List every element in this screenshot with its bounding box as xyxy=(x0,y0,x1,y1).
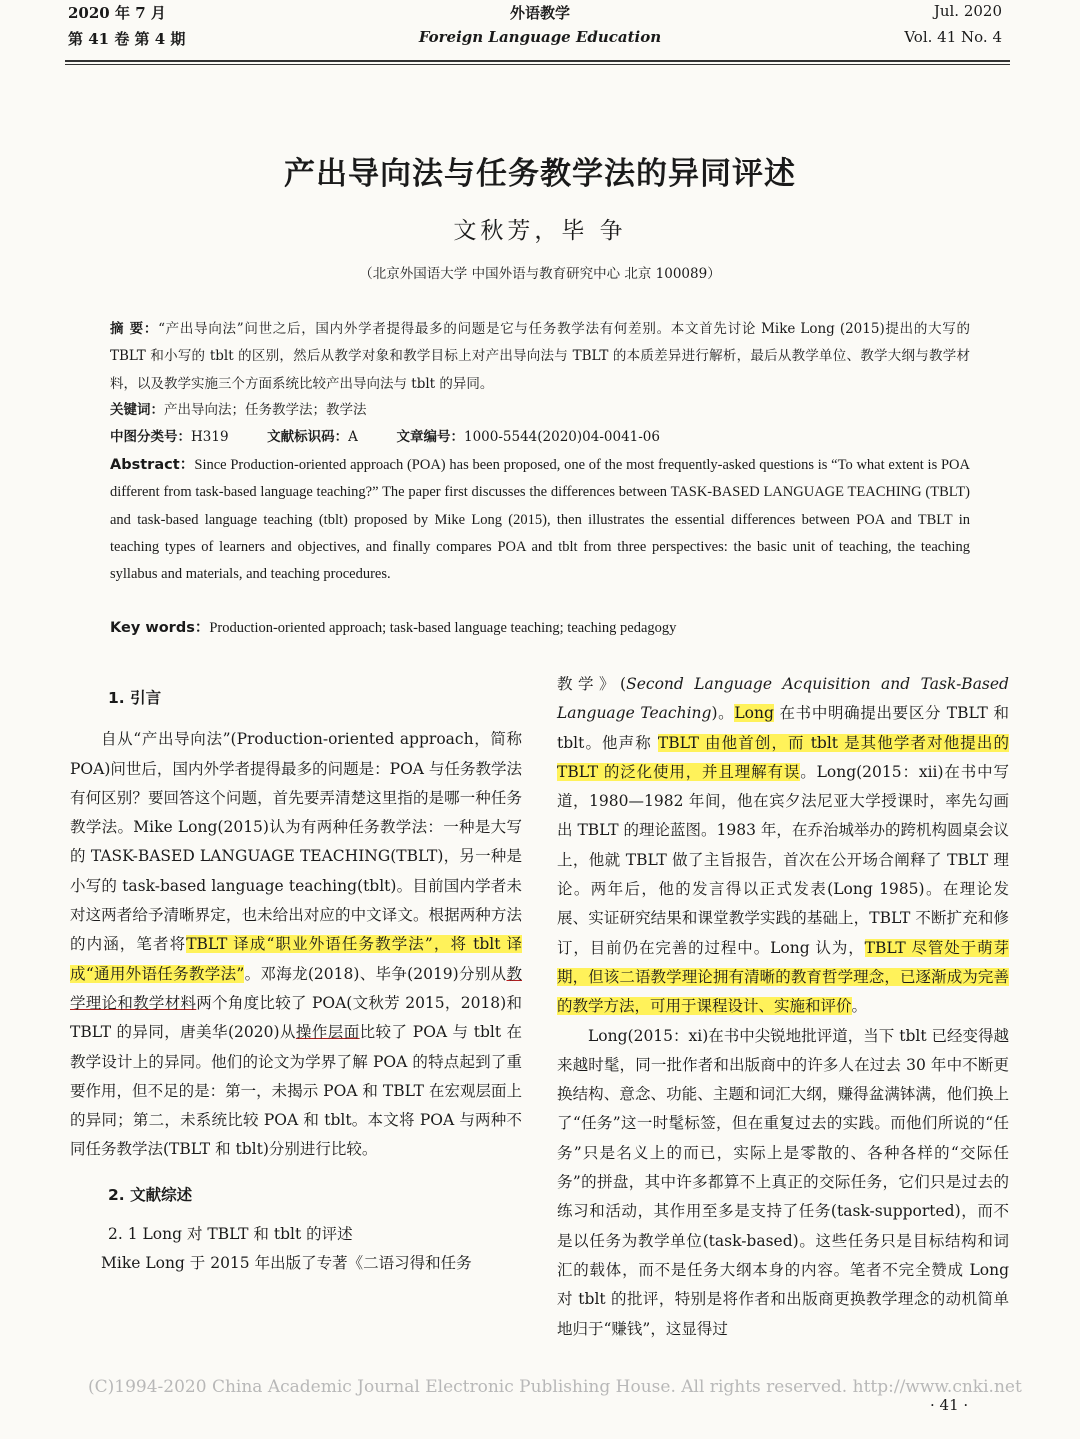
article-number-label: 文章编号： xyxy=(396,429,464,445)
body-text: 教学》( xyxy=(557,675,627,693)
affiliation: （北京外国语大学 中国外语与教育研究中心 北京 100089） xyxy=(359,266,721,282)
header-date-cn: 2020 年 7 月 xyxy=(68,4,166,22)
abstract-cn-text: “产出导向法”问世之后，国内外学者提得最多的问题是它与任务教学法有何差别。本文首先讨论 Mike Long (2015)提出的大写的 TBLT 和小写的 tblt 的区别，然后从教学对象和教学目标上对产出导向法与 TBLT 的本质差异进行解析，最后从教学单位、教学大纲与教学材料，以及教学实施三个方面系统比较产出导向法与 tblt 的异同。 xyxy=(110,321,970,392)
keywords-en xyxy=(110,615,970,642)
classification-line xyxy=(110,424,970,451)
critique-paragraph: Long(2015：xi)在书中尖锐地批评道，当下 tblt 已经变得越来越时髦，同一批作者和出版商中的许多人在过去 30 年中不断更换结构、意念、功能、主题和词汇大纲，赚得盆满钵满，他们换上了“任务”这一时髦标签，但在重复过去的实践。而他们所说的“任务”只是名义上的而已，实际上是零散的、各种各样的“交际任务”的拼盘，其中许多都算不上真正的交际任务，它们只是过去的练习和活动，其作用至多是支持了任务(task-supported)，而不是以任务为教学单位(task-based)。这些任务只是目标结构和词汇的载体，而不是任务大纲本身的内容。笔者不完全赞成 Long 对 tblt 的批评，特别是将作者和出版商更换教学理念的动机简单地归于“赚钱”，这显得过 xyxy=(557,1026,1009,1338)
keywords-en-text: Production-oriented approach; task-based language teaching; teaching pedagogy xyxy=(209,620,677,636)
intro-text: 。邓海龙(2018)、毕争(2019)分别从 xyxy=(244,964,507,983)
abstract-en-text: Since Production-oriented approach (POA) has been proposed, one of the most frequently-asked questions is “To what extent is POA different from task-based language teaching?” The paper first discusses the differences between TASK-BASED LANGUAGE TEACHING (TBLT) and task-based language teaching (tblt) proposed by Mike Long (2015), then illustrates the essential differences between POA and TBLT in teaching types of learners and objectives, and finally compares POA and tblt from three perspectives: the basic unit of teaching, the teaching syllabus and materials, and teaching procedures. xyxy=(110,457,970,583)
intro-text: 比较了 POA 与 tblt 在教学设计上的异同。他们的论文为学界了解 POA 的特点起到了重要作用，但不足的是：第一，未揭示 POA 和 TBLT 在宏观层面上的异同；第二，未系统比较 POA 和 tblt。本文将 POA 与两种不同任务教学法(TBLT 和 tblt)分别进行比较。 xyxy=(70,1023,522,1159)
intro-text: 自从“产出导向法”(Production-oriented approach，简称 POA)问世后，国内外学者提得最多的问题是：POA 与任务教学法有何区别？要回答这个问题，首先要弄清楚这里指的是哪一种任务教学法。Mike Long(2015)认为有两种任务教学法：一种是大写的 TASK-BASED LANGUAGE TEACHING(TBLT)，另一种是小写的 task-based language teaching(tblt)。目前国内学者未对这两者给予清晰界定，也未给出对应的中文译文。根据两种方法的内涵，笔者将 xyxy=(70,730,522,954)
keywords-cn-text: 产出导向法；任务教学法；教学法 xyxy=(164,402,367,418)
highlight-tblt-summary: TBLT 尽管处于萌芽期，但该二语教学理论拥有清晰的教育哲学理念，已逐渐成为完善的教学方法，可用于课程设计、实施和评价 xyxy=(557,938,1009,1016)
underline-teaching-theory: 教学理论和教学材料 xyxy=(70,964,522,1012)
left-column xyxy=(70,684,522,1279)
long-paragraph xyxy=(557,670,1009,1022)
body-text: 在书中明确提出要区分 TBLT 和 tblt。他声称 xyxy=(557,704,1009,752)
header-rule xyxy=(65,60,1010,62)
underline-operation-level: 操作层面 xyxy=(295,1023,360,1042)
header-volume-en: Vol. 41 No. 4 xyxy=(904,28,1002,46)
authors: 文秋芳，毕 争 xyxy=(453,218,627,244)
paper-title: 产出导向法与任务教学法的异同评述 xyxy=(284,156,796,192)
keywords-cn xyxy=(110,397,970,424)
page-number: · 41 · xyxy=(930,1396,969,1414)
lit-review-paragraph: Mike Long 于 2015 年出版了专著《二语习得和任务 xyxy=(101,1254,472,1273)
abstract-cn-label: 摘 要： xyxy=(110,321,159,337)
book-title-en: Second Language Acquisition and Task-Based Language Teaching xyxy=(557,675,1009,723)
header-journal-en: Foreign Language Education xyxy=(418,28,662,46)
doc-code-value: A xyxy=(348,429,358,445)
header-volume-cn: 第 41 卷 第 4 期 xyxy=(68,30,186,48)
header-rule-thin xyxy=(65,64,1010,65)
section-2-heading: 2. 文献综述 xyxy=(108,1185,193,1204)
body-text: 。 xyxy=(851,997,868,1016)
keywords-cn-label: 关键词： xyxy=(110,402,164,418)
abstract-en xyxy=(110,452,970,588)
highlight-tblt-claim: TBLT 由他首创，而 tblt 是其他学者对他提出的 TBLT 的泛化使用，并且理解有误 xyxy=(557,733,1010,781)
highlight-translation: TBLT 译成“职业外语任务教学法”，将 tblt 译成“通用外语任务教学法” xyxy=(70,935,522,983)
copyright-watermark: (C)1994-2020 China Academic Journal Electronic Publishing House. All rights reserved. http://www.cnki.net xyxy=(88,1377,1022,1397)
subsection-2-1-heading: 2. 1 Long 对 TBLT 和 tblt 的评述 xyxy=(108,1225,353,1244)
clc-label: 中图分类号： xyxy=(110,429,191,445)
highlight-long: Long xyxy=(734,704,774,723)
body-text: 。Long(2015：xii)在书中写道，1980—1982 年间，他在宾夕法尼亚大学授课时，率先勾画出 TBLT 的理论蓝图。1983 年，在乔治城举办的跨机构圆桌会议上，他就 TBLT 做了主旨报告，首次在公开场合阐释了 TBLT 理论。两年后，他的发言得以正式发表(Long 1985)。在理论发展、实证研究结果和课堂教学实践的基础上，TBLT 不断扩充和修订，目前仍在完善的过程中。Long 认为， xyxy=(557,762,1009,957)
section-1-heading: 1. 引言 xyxy=(108,689,162,707)
intro-text: 两个角度比较了 POA(文秋芳 2015，2018)和 TBLT 的异同，唐美华(2020)从 xyxy=(70,993,522,1042)
abstract-en-label: Abstract： xyxy=(110,457,195,473)
doc-code-label: 文献标识码： xyxy=(267,429,349,445)
abstract-cn xyxy=(110,316,970,398)
right-column xyxy=(557,670,1009,1344)
clc-value: H319 xyxy=(191,429,229,445)
keywords-en-label: Key words： xyxy=(110,620,210,636)
intro-paragraph xyxy=(70,725,522,1164)
body-text: )。 xyxy=(711,704,735,723)
header-journal-cn: 外语教学 xyxy=(509,4,570,22)
header-date-en: Jul. 2020 xyxy=(933,2,1002,20)
article-number-value: 1000-5544(2020)04-0041-06 xyxy=(463,429,660,445)
